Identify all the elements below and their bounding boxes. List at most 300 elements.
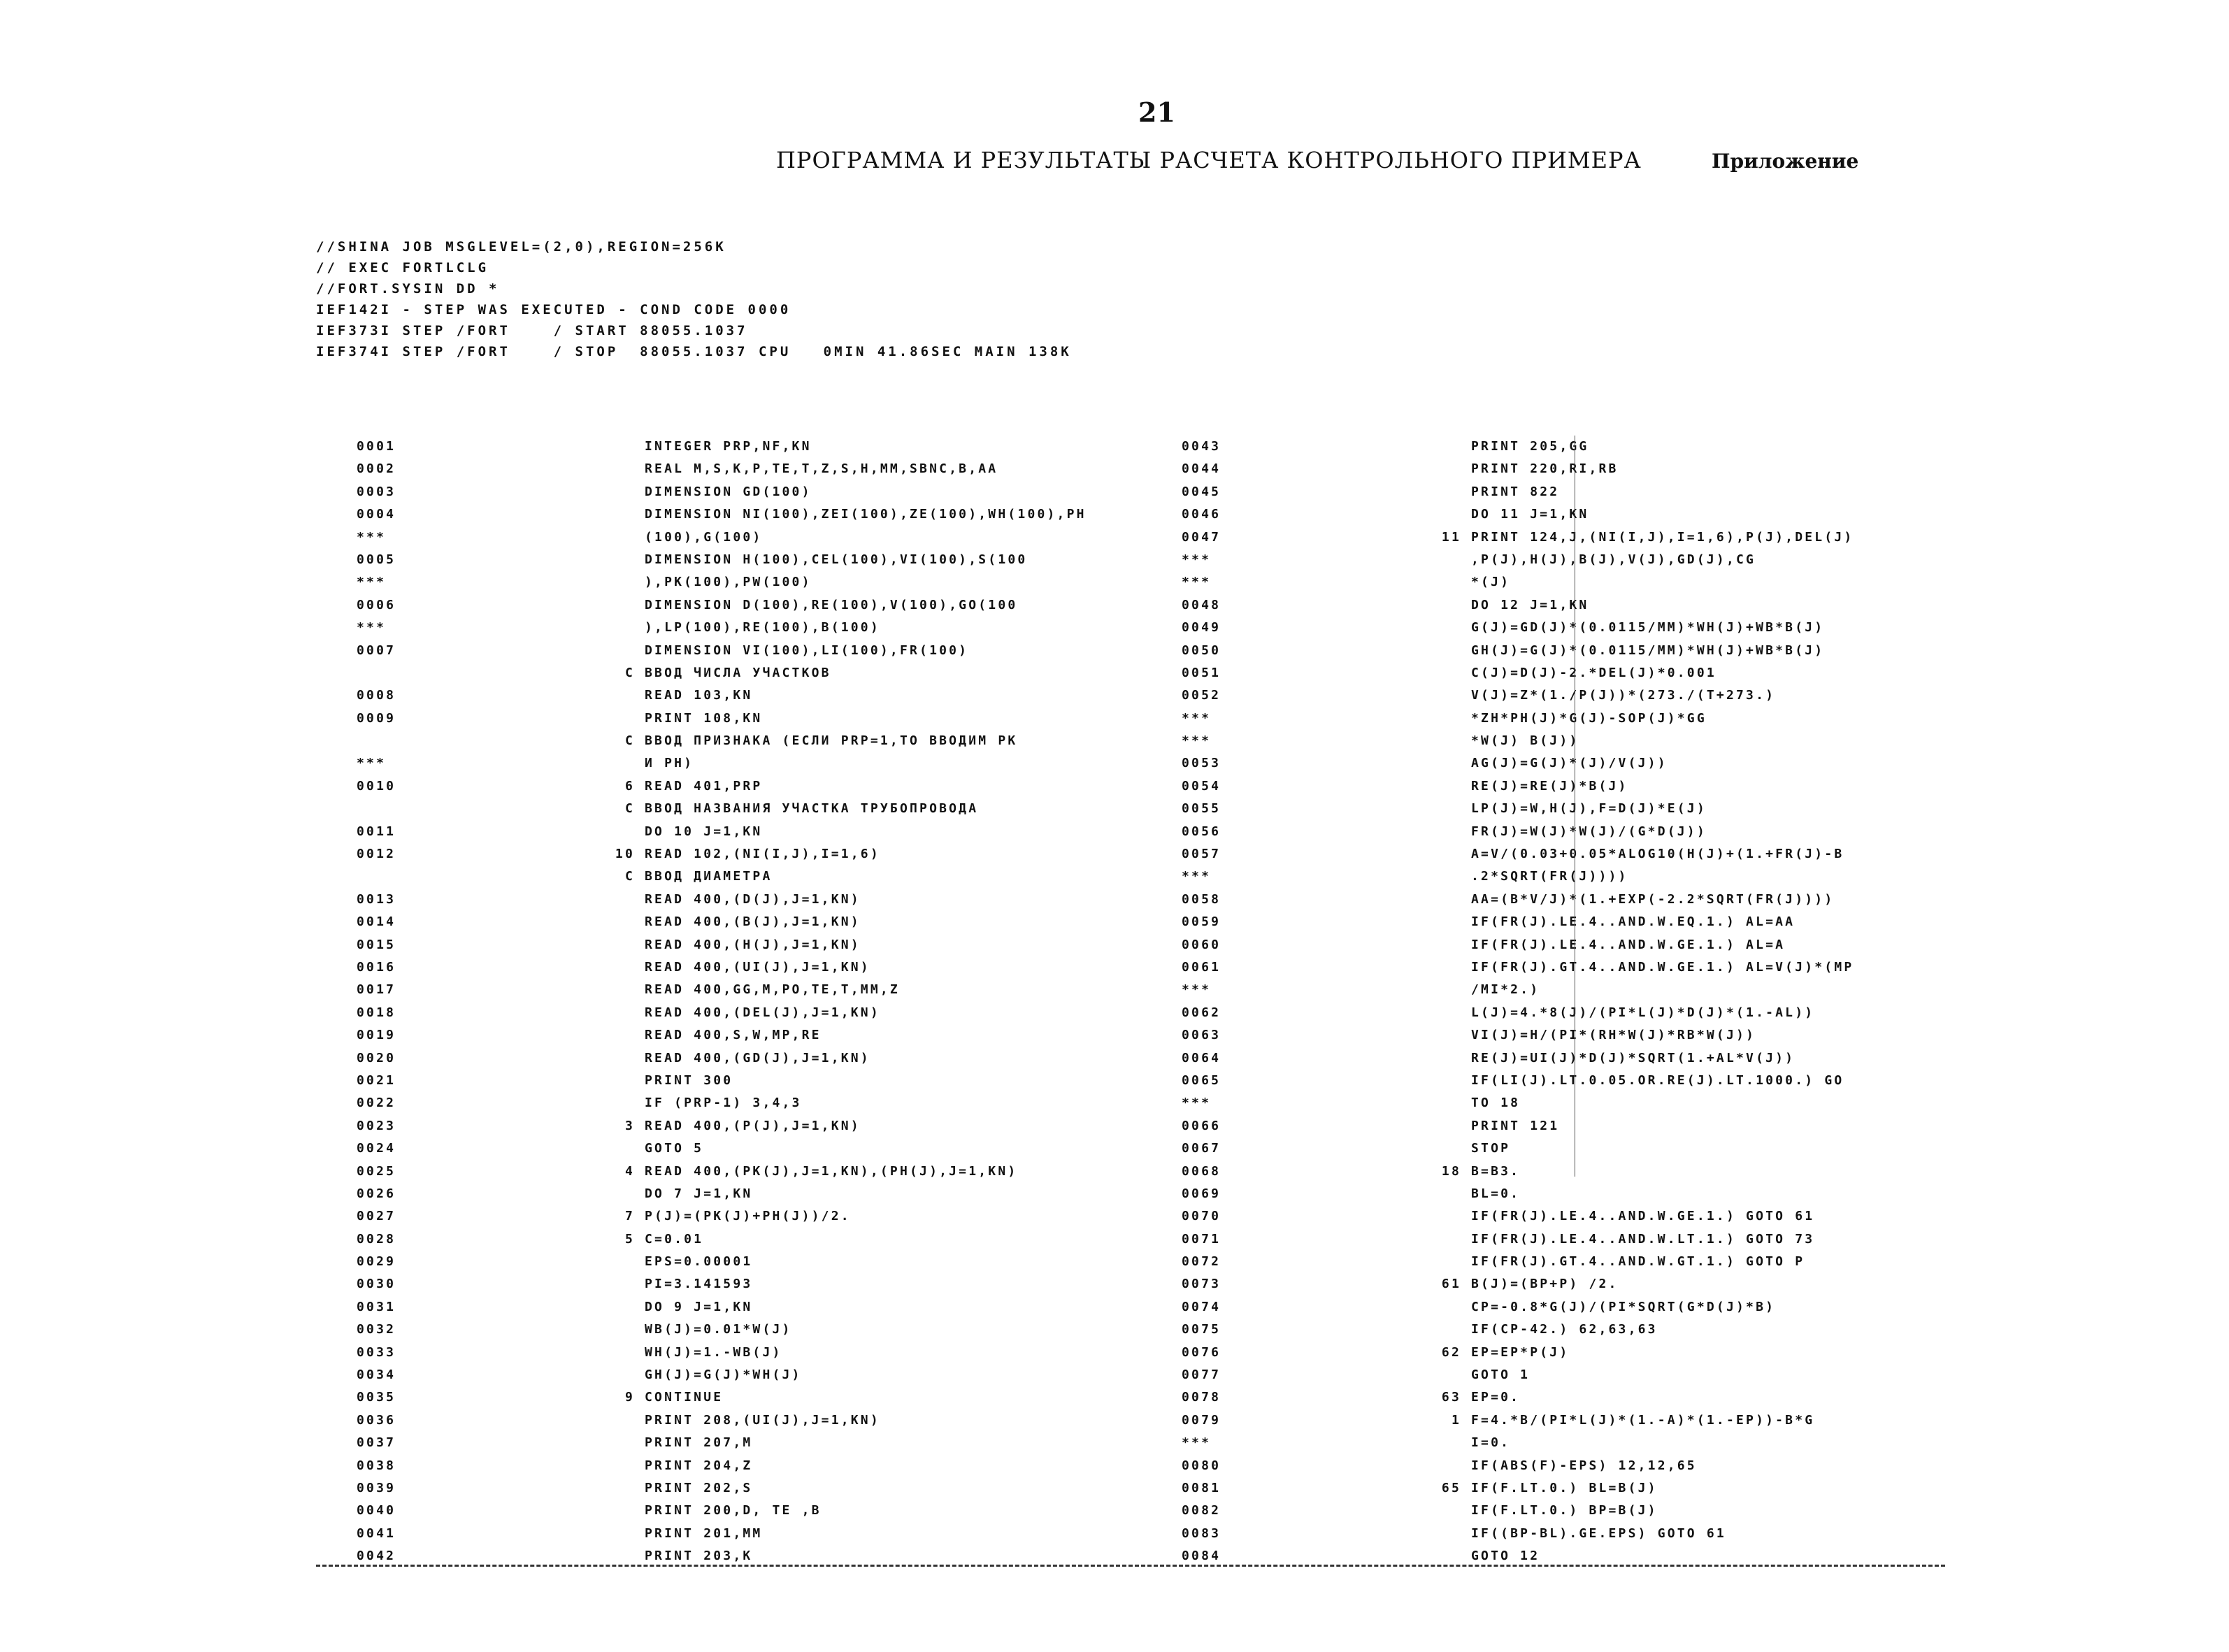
line-number: 0011 [357,824,396,839]
statement-text: IF(FR(J).GT.4..AND.W.GT.1.) GOTO P [1471,1254,1805,1270]
line-number: 0020 [357,1050,396,1065]
statement-text: READ 401,PRP [645,778,763,793]
statement-text: RE(J)=UI(J)*D(J)*SQRT(1.+AL*V(J)) [1471,1050,1796,1065]
statement-text: EP=0. [1471,1390,1521,1405]
statement-text: L(J)=4.*8(J)/(PI*L(J)*D(J)*(1.-AL)) [1471,1005,1815,1020]
statement-text: GOTO 1 [1471,1367,1531,1383]
statement-text: C(J)=D(J)-2.*DEL(J)*0.001 [1471,665,1716,680]
code-line [357,1047,1087,1070]
line-number: 0039 [357,1480,396,1495]
line-number: *** [1182,552,1212,567]
line-number: 0056 [1182,824,1221,839]
code-line [1182,436,1854,458]
code-line [1182,1296,1854,1319]
code-line [1182,730,1854,752]
code-line [357,1092,1087,1114]
line-number: 0024 [357,1141,396,1156]
code-line [357,571,1087,594]
code-line [1182,1115,1854,1137]
code-line [1182,1070,1854,1092]
statement-text: READ 400,(PK(J),J=1,KN),(PH(J),J=1,KN) [645,1163,1018,1179]
line-number: *** [1182,982,1212,998]
code-line [1182,1183,1854,1205]
line-number: 0037 [357,1435,396,1451]
statement-text: *W(J) B(J)) [1471,733,1579,749]
line-number: 0065 [1182,1072,1221,1088]
page-title: ПРОГРАММА И РЕЗУЛЬТАТЫ РАСЧЕТА КОНТРОЛЬНОГО ПРИМЕРА [776,147,1642,173]
line-number: 0064 [1182,1050,1221,1065]
line-number: 0063 [1182,1028,1221,1043]
jcl-line: IEF373I STEP /FORT / START 88055.1037 [316,323,748,338]
jcl-block [316,236,1072,362]
statement-text: RE(J)=RE(J)*B(J) [1471,778,1628,793]
line-number: 0075 [1182,1322,1221,1337]
statement-text: DIMENSION VI(100),LI(100),FR(100) [645,642,969,658]
code-line [357,889,1087,911]
line-number: 0054 [1182,778,1221,793]
jcl-line: //FORT.SYSIN DD * [316,281,500,296]
statement-text: VI(J)=H/(PI*(RH*W(J)*RB*W(J)) [1471,1028,1756,1043]
code-line [1182,1523,1854,1545]
code-line [357,684,1087,707]
statement-text: PRINT 822 [1471,484,1560,499]
statement-text: IF(FR(J).LE.4..AND.W.EQ.1.) AL=AA [1471,914,1796,930]
line-number: 0084 [1182,1549,1221,1564]
code-line [357,1161,1087,1183]
jcl-line: IEF374I STEP /FORT / STOP 88055.1037 CPU 0MIN 41.86SEC MAIN 138K [316,344,1072,359]
line-number: 0028 [357,1231,396,1247]
line-number: 0047 [1182,529,1221,545]
code-line [1182,821,1854,843]
line-number: 0080 [1182,1458,1221,1473]
code-line [357,1432,1087,1454]
statement-text: ),LP(100),RE(100),B(100) [645,620,880,635]
listing-right-column [1182,436,1854,1568]
line-number: 0040 [357,1503,396,1518]
line-number: 0046 [1182,507,1221,522]
code-line [357,1137,1087,1160]
statement-text: ),PK(100),PW(100) [645,575,812,590]
code-line [357,594,1087,617]
line-number: 0010 [357,778,396,793]
code-line [357,798,1087,820]
statement-text: AG(J)=G(J)*(J)/V(J)) [1471,756,1668,771]
line-number: 0026 [357,1186,396,1201]
statement-label: 3 [624,1118,635,1133]
statement-text: DO 11 J=1,KN [1471,507,1589,522]
statement-text: PRINT 220,RI,RB [1471,461,1619,477]
line-number: 0030 [357,1277,396,1292]
code-line [357,708,1087,730]
code-line [1182,708,1854,730]
statement-text: C=0.01 [645,1231,704,1247]
code-line [1182,865,1854,888]
statement-text: ВВОД ЧИСЛА УЧАСТКОВ [645,665,831,680]
statement-text: EP=EP*P(J) [1471,1344,1570,1360]
statement-text: IF((BP-BL).GE.EPS) GOTO 61 [1471,1525,1726,1541]
line-number: 0003 [357,484,396,499]
line-number: 0027 [357,1209,396,1224]
code-line [357,1296,1087,1319]
code-line [1182,1161,1854,1183]
line-number: 0051 [1182,665,1221,680]
code-line [357,752,1087,775]
statement-label: 4 [624,1163,635,1179]
code-line [1182,1342,1854,1364]
statement-label: 5 [624,1231,635,1247]
statement-text: DIMENSION NI(100),ZEI(100),ZE(100),WH(100),PH [645,507,1087,522]
statement-text: GH(J)=G(J)*(0.0115/MM)*WH(J)+WB*B(J) [1471,642,1825,658]
statement-text: IF(LI(J).LT.0.05.OR.RE(J).LT.1000.) GO [1471,1072,1844,1088]
statement-label: 18 [1441,1163,1461,1179]
line-number: 0073 [1182,1277,1221,1292]
statement-text: READ 400,(P(J),J=1,KN) [645,1118,861,1133]
statement-text: PRINT 203,K [645,1549,753,1564]
line-number: 0012 [357,847,396,862]
line-number: *** [357,620,387,635]
line-number: 0055 [1182,801,1221,817]
statement-text: WB(J)=0.01*W(J) [645,1322,792,1337]
statement-label: 1 [1451,1412,1461,1428]
code-line [1182,481,1854,503]
statement-label: 10 [615,847,635,862]
line-number: 0013 [357,891,396,907]
statement-text: GOTO 12 [1471,1549,1540,1564]
line-number: 0016 [357,959,396,975]
line-number: *** [1182,869,1212,884]
line-number: 0059 [1182,914,1221,930]
line-number: 0082 [1182,1503,1221,1518]
code-line [357,956,1087,979]
statement-label: 65 [1441,1480,1461,1495]
line-number: 0078 [1182,1390,1221,1405]
code-line [1182,549,1854,571]
statement-text: READ 400,GG,M,PO,TE,T,MM,Z [645,982,900,998]
code-line [357,662,1087,684]
statement-text: PRINT 200,D, TE ,B [645,1503,822,1518]
line-number: 0045 [1182,484,1221,499]
statement-text: IF(ABS(F)-EPS) 12,12,65 [1471,1458,1697,1473]
code-line [357,1273,1087,1295]
line-number: 0049 [1182,620,1221,635]
line-number: 0009 [357,710,396,726]
statement-text: IF(FR(J).LE.4..AND.W.GE.1.) GOTO 61 [1471,1209,1815,1224]
code-line [357,821,1087,843]
code-line [1182,775,1854,798]
statement-text: READ 400,(D(J),J=1,KN) [645,891,861,907]
line-number: 0072 [1182,1254,1221,1270]
code-line [357,911,1087,933]
line-number: 0029 [357,1254,396,1270]
statement-text: DIMENSION D(100),RE(100),V(100),GO(100 [645,597,1018,612]
line-number: 0017 [357,982,396,998]
statement-text: DO 9 J=1,KN [645,1299,753,1314]
code-line [1182,503,1854,526]
statement-text: PRINT 208,(UI(J),J=1,KN) [645,1412,880,1428]
line-number: *** [357,575,387,590]
line-number: 0015 [357,937,396,952]
code-line [357,843,1087,865]
line-number: 0036 [357,1412,396,1428]
code-line [357,934,1087,956]
code-line [357,979,1087,1001]
statement-text: READ 103,KN [645,688,753,703]
code-line [1182,1228,1854,1251]
code-line [357,1228,1087,1251]
line-number: 0025 [357,1163,396,1179]
statement-text: IF(FR(J).GT.4..AND.W.GE.1.) AL=V(J)*(MP [1471,959,1854,975]
code-line [1182,617,1854,639]
line-number: 0033 [357,1344,396,1360]
code-line [357,1364,1087,1386]
code-line [357,458,1087,480]
line-number: 0068 [1182,1163,1221,1179]
code-line [1182,526,1854,549]
statement-text: READ 400,S,W,MP,RE [645,1028,822,1043]
code-line [357,436,1087,458]
code-line [1182,684,1854,707]
line-number: 0048 [1182,597,1221,612]
statement-text: V(J)=Z*(1./P(J))*(273./(T+273.) [1471,688,1776,703]
statement-text: REAL M,S,K,P,TE,T,Z,S,H,MM,SBNC,B,AA [645,461,998,477]
code-line [357,640,1087,662]
line-number: 0018 [357,1005,396,1020]
line-number: 0022 [357,1096,396,1111]
statement-label: C [624,665,635,680]
jcl-line: //SHINA JOB MSGLEVEL=(2,0),REGION=256K [316,239,726,254]
code-line [1182,1432,1854,1454]
line-number: *** [357,756,387,771]
code-line [1182,956,1854,979]
statement-text: EPS=0.00001 [645,1254,753,1270]
statement-text: PRINT 204,Z [645,1458,753,1473]
code-line [1182,640,1854,662]
line-number: 0021 [357,1072,396,1088]
line-number: 0079 [1182,1412,1221,1428]
code-line [357,503,1087,526]
code-line [1182,1364,1854,1386]
statement-text: READ 102,(NI(I,J),I=1,6) [645,847,880,862]
line-number: 0035 [357,1390,396,1405]
statement-label: 6 [624,778,635,793]
line-number: 0067 [1182,1141,1221,1156]
statement-text: *(J) [1471,575,1511,590]
code-line [1182,1251,1854,1273]
statement-text: CP=-0.8*G(J)/(PI*SQRT(G*D(J)*B) [1471,1299,1776,1314]
line-number: *** [1182,710,1212,726]
statement-text: IF(F.LT.0.) BL=B(J) [1471,1480,1658,1495]
code-line [1182,1002,1854,1024]
line-number: 0038 [357,1458,396,1473]
code-line [1182,798,1854,820]
statement-text: IF(FR(J).LE.4..AND.W.LT.1.) GOTO 73 [1471,1231,1815,1247]
statement-text: FR(J)=W(J)*W(J)/(G*D(J)) [1471,824,1707,839]
statement-text: DO 12 J=1,KN [1471,597,1589,612]
line-number: *** [1182,733,1212,749]
code-line [357,1002,1087,1024]
code-line [1182,1273,1854,1295]
statement-label: 11 [1441,529,1461,545]
line-number: 0070 [1182,1209,1221,1224]
code-line [357,549,1087,571]
statement-text: DIMENSION H(100),CEL(100),VI(100),S(100 [645,552,1028,567]
line-number: 0069 [1182,1186,1221,1201]
listing-left-column [357,436,1087,1568]
statement-text: PRINT 121 [1471,1118,1560,1133]
code-line [357,1477,1087,1500]
jcl-line: // EXEC FORTLCLG [316,260,489,275]
statement-text: B(J)=(BP+P) /2. [1471,1277,1619,1292]
statement-label: 7 [624,1209,635,1224]
code-line [1182,1024,1854,1047]
code-line [357,481,1087,503]
line-number: 0062 [1182,1005,1221,1020]
statement-text: ВВОД ДИАМЕТРА [645,869,773,884]
line-number: 0077 [1182,1367,1221,1383]
statement-label: 61 [1441,1277,1461,1292]
code-line [1182,1409,1854,1432]
line-number: 0043 [1182,439,1221,454]
statement-text: G(J)=GD(J)*(0.0115/MM)*WH(J)+WB*B(J) [1471,620,1825,635]
line-number: 0066 [1182,1118,1221,1133]
statement-text: IF(F.LT.0.) BP=B(J) [1471,1503,1658,1518]
statement-text: READ 400,(UI(J),J=1,KN) [645,959,870,975]
statement-text: INTEGER PRP,NF,KN [645,439,812,454]
code-line [1182,1477,1854,1500]
line-number: 0074 [1182,1299,1221,1314]
line-number: 0044 [1182,461,1221,477]
statement-text: DIMENSION GD(100) [645,484,812,499]
statement-text: CONTINUE [645,1390,724,1405]
code-line [357,1183,1087,1205]
statement-text: PRINT 205,GG [1471,439,1589,454]
statement-text: PI=3.141593 [645,1277,753,1292]
statement-label: 63 [1441,1390,1461,1405]
code-line [1182,1047,1854,1070]
line-number: 0071 [1182,1231,1221,1247]
statement-text: P(J)=(PK(J)+PH(J))/2. [645,1209,851,1224]
statement-text: GH(J)=G(J)*WH(J) [645,1367,802,1383]
code-line [1182,979,1854,1001]
statement-label: C [624,869,635,884]
code-line [357,1523,1087,1545]
code-line [1182,752,1854,775]
statement-text: DO 10 J=1,KN [645,824,763,839]
statement-text: GOTO 5 [645,1141,704,1156]
code-line [1182,1092,1854,1114]
code-line [357,1024,1087,1047]
line-number: 0014 [357,914,396,930]
code-line [1182,1137,1854,1160]
code-line [357,865,1087,888]
code-line [357,617,1087,639]
line-number: 0058 [1182,891,1221,907]
line-number: 0006 [357,597,396,612]
code-line [1182,889,1854,911]
line-number: 0001 [357,439,396,454]
code-line [1182,1500,1854,1522]
code-line [1182,934,1854,956]
code-line [1182,571,1854,594]
line-number: 0076 [1182,1344,1221,1360]
line-number: 0060 [1182,937,1221,952]
statement-text: WH(J)=1.-WB(J) [645,1344,782,1360]
code-line [1182,662,1854,684]
statement-text: IF(FR(J).LE.4..AND.W.GE.1.) AL=A [1471,937,1786,952]
statement-text: PRINT 201,MM [645,1525,763,1541]
line-number: 0081 [1182,1480,1221,1495]
statement-text: ВВОД ПРИЗНАКА (ЕСЛИ PRP=1,ТО ВВОДИМ PK [645,733,1018,749]
statement-text: READ 400,(B(J),J=1,KN) [645,914,861,930]
line-number: 0032 [357,1322,396,1337]
code-line [1182,1319,1854,1341]
line-number: 0031 [357,1299,396,1314]
line-number: 0004 [357,507,396,522]
statement-label: 9 [624,1390,635,1405]
code-line [1182,1386,1854,1409]
statement-text: READ 400,(DEL(J),J=1,KN) [645,1005,880,1020]
statement-text: LP(J)=W,H(J),F=D(J)*E(J) [1471,801,1707,817]
code-line [357,1251,1087,1273]
bottom-perforation-line [316,1565,1945,1567]
statement-text: F=4.*B/(PI*L(J)*(1.-A)*(1.-EP))-B*G [1471,1412,1815,1428]
code-line [357,730,1087,752]
code-line [1182,1205,1854,1228]
line-number: *** [1182,1435,1212,1451]
code-line [357,526,1087,549]
code-line [357,1455,1087,1477]
line-number: 0052 [1182,688,1221,703]
statement-text: PRINT 108,KN [645,710,763,726]
statement-text: И PH) [645,756,694,771]
statement-text: B=B3. [1471,1163,1521,1179]
line-number: 0002 [357,461,396,477]
statement-label: C [624,733,635,749]
statement-text: AA=(B*V/J)*(1.+EXP(-2.2*SQRT(FR(J)))) [1471,891,1835,907]
line-number: 0034 [357,1367,396,1383]
line-number: *** [1182,1096,1212,1111]
code-line [357,1386,1087,1409]
line-number: 0005 [357,552,396,567]
statement-text: (100),G(100) [645,529,763,545]
line-number: 0008 [357,688,396,703]
line-number: 0061 [1182,959,1221,975]
code-line [1182,458,1854,480]
code-line [1182,843,1854,865]
line-number: *** [1182,575,1212,590]
code-line [357,1205,1087,1228]
code-line [357,1070,1087,1092]
line-number: 0057 [1182,847,1221,862]
line-number: 0042 [357,1549,396,1564]
statement-text: *ZH*PH(J)*G(J)-SOP(J)*GG [1471,710,1707,726]
statement-text: /MI*2.) [1471,982,1540,998]
statement-label: C [624,801,635,817]
line-number: 0041 [357,1525,396,1541]
code-line [357,1409,1087,1432]
code-line [357,1342,1087,1364]
line-number: 0019 [357,1028,396,1043]
statement-text: ВВОД НАЗВАНИЯ УЧАСТКА ТРУБОПРОВОДА [645,801,979,817]
statement-text: A=V/(0.03+0.05*ALOG10(H(J)+(1.+FR(J)-B [1471,847,1844,862]
jcl-line: IEF142I - STEP WAS EXECUTED - COND CODE 0000 [316,302,791,317]
statement-text: DO 7 J=1,KN [645,1186,753,1201]
statement-text: STOP [1471,1141,1511,1156]
page-number: 21 [1138,96,1175,128]
statement-text: READ 400,(GD(J),J=1,KN) [645,1050,870,1065]
line-number: 0050 [1182,642,1221,658]
line-number: 0007 [357,642,396,658]
